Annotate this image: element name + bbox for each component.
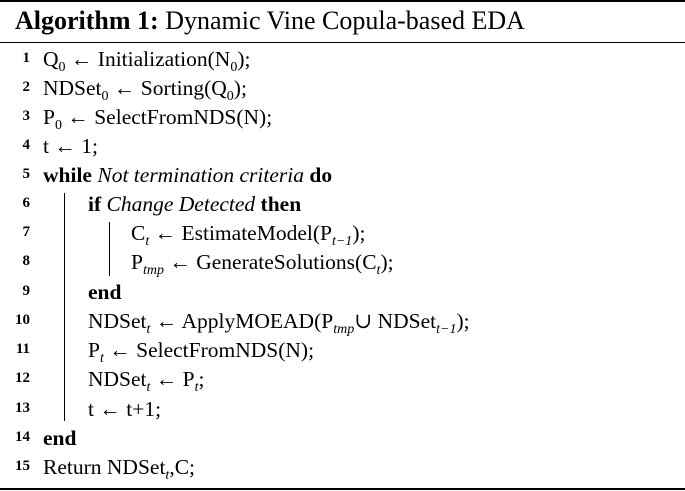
algorithm-line	[0, 453, 685, 482]
code-text: ∪ NDSet	[354, 309, 437, 333]
code-subscript: t	[165, 468, 170, 483]
code-text: Return NDSet	[43, 455, 166, 479]
code-keyword: then	[260, 192, 302, 216]
code-subscript: t−1	[436, 322, 457, 337]
code-text: ← P	[150, 367, 195, 391]
line-code	[88, 365, 205, 394]
code-subscript: t	[376, 263, 381, 278]
line-code	[43, 45, 250, 74]
line-code	[43, 161, 332, 190]
line-number: 8	[22, 253, 30, 269]
line-number: 10	[15, 312, 30, 328]
algorithm-line	[0, 74, 685, 103]
line-number: 13	[15, 400, 30, 416]
line-number: 14	[15, 429, 30, 445]
algorithm-line	[0, 132, 685, 161]
code-text: NDSet	[88, 367, 147, 391]
line-code	[131, 219, 365, 248]
bottom-rule	[0, 488, 685, 490]
code-keyword: do	[309, 163, 333, 187]
line-code	[88, 307, 470, 336]
code-text: P	[131, 250, 143, 274]
algorithm-line	[0, 278, 685, 307]
algorithm-line	[0, 424, 685, 453]
line-number: 3	[22, 108, 30, 124]
line-code	[43, 103, 272, 132]
code-subscript: 0	[101, 89, 109, 104]
code-text: );	[233, 76, 247, 100]
code-text: ← Initialization(N	[65, 47, 231, 71]
line-code	[43, 453, 195, 482]
code-text: );	[380, 250, 394, 274]
code-text: C	[131, 221, 146, 245]
line-code	[43, 74, 247, 103]
code-text: ← Sorting(Q	[108, 76, 227, 100]
code-subscript: t	[145, 234, 150, 249]
code-keyword: while	[43, 163, 92, 187]
line-number: 9	[22, 283, 30, 299]
code-subscript: 0	[230, 60, 238, 75]
code-keyword: if	[88, 192, 102, 216]
code-text: P	[43, 105, 55, 129]
code-subscript: tmp	[142, 263, 164, 278]
top-rule	[0, 0, 685, 2]
code-condition: Not termination criteria	[97, 163, 304, 187]
line-code	[131, 248, 394, 277]
code-condition: Change Detected	[106, 192, 256, 216]
while-block-bar	[64, 193, 65, 421]
line-number: 5	[22, 166, 30, 182]
line-number: 2	[22, 79, 30, 95]
code-subscript: t−1	[331, 234, 353, 249]
line-number: 6	[22, 195, 30, 211]
line-number: 11	[15, 341, 30, 357]
code-subscript: 0	[54, 118, 62, 133]
algorithm-title: Dynamic Vine Copula-based EDA	[165, 6, 525, 35]
code-text: ← SelectFromNDS(N);	[61, 105, 273, 129]
algorithm-caption	[15, 5, 525, 37]
code-text: NDSet	[88, 309, 147, 333]
code-text: Q	[43, 47, 59, 71]
if-block-bar	[109, 222, 110, 276]
algorithm-line	[0, 103, 685, 132]
line-code	[88, 278, 121, 307]
code-text: P	[88, 338, 100, 362]
algorithm-line	[0, 190, 685, 219]
code-text: ← ApplyMOEAD(P	[150, 309, 334, 333]
line-number: 12	[15, 370, 30, 386]
algorithm-label: Algorithm 1:	[15, 6, 159, 35]
algorithm-line	[0, 336, 685, 365]
code-text: );	[456, 309, 470, 333]
algorithm-line	[0, 219, 685, 248]
line-code	[88, 336, 314, 365]
code-text: ← GenerateSolutions(C	[163, 250, 377, 274]
code-text: ← EstimateModel(P	[149, 221, 332, 245]
line-number: 4	[22, 137, 30, 153]
algorithm-line	[0, 365, 685, 394]
line-code	[43, 132, 98, 161]
line-number: 15	[15, 458, 30, 474]
code-text: t ← 1;	[43, 134, 98, 158]
algorithm-line	[0, 161, 685, 190]
line-number: 1	[22, 50, 30, 66]
code-subscript: t	[146, 322, 151, 337]
code-text: ,C;	[169, 455, 196, 479]
code-subscript: t	[146, 380, 151, 395]
code-text: ;	[198, 367, 205, 391]
line-code	[43, 424, 76, 453]
code-text: t ← t+1;	[88, 397, 162, 421]
code-text: );	[237, 47, 251, 71]
line-code	[88, 395, 161, 424]
algorithm-line	[0, 395, 685, 424]
code-text: );	[352, 221, 366, 245]
code-subscript: tmp	[333, 322, 355, 337]
algorithm-line	[0, 248, 685, 277]
code-subscript: 0	[58, 60, 66, 75]
code-subscript: 0	[226, 89, 234, 104]
caption-rule	[0, 42, 685, 43]
code-text: NDSet	[43, 76, 102, 100]
code-keyword: end	[88, 280, 122, 304]
algorithm-line	[0, 307, 685, 336]
code-subscript: t	[194, 380, 199, 395]
code-keyword: end	[43, 426, 77, 450]
code-subscript: t	[99, 351, 104, 366]
line-code	[88, 190, 301, 219]
line-number: 7	[22, 224, 30, 240]
algorithm-line	[0, 45, 685, 74]
code-text: ← SelectFromNDS(N);	[103, 338, 315, 362]
